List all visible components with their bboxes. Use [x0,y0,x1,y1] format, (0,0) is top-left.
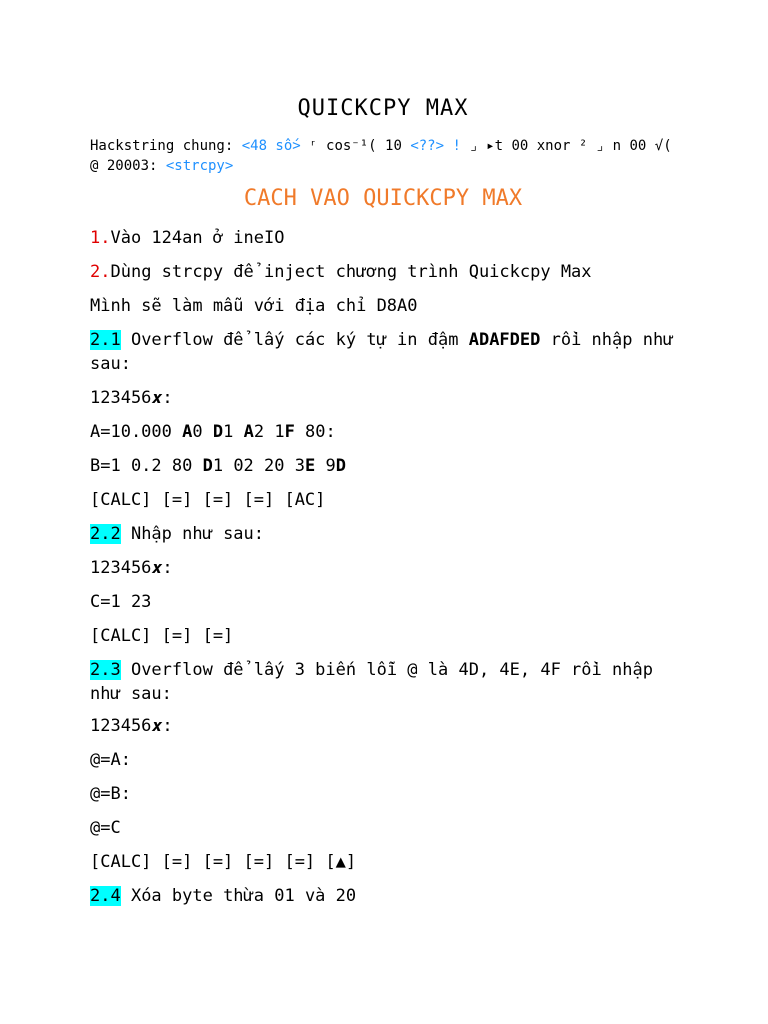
step-number-highlight: 2.1 [90,330,121,350]
code-text: 0 [192,422,213,442]
bold-char: E [304,456,316,476]
hackstring-label: Hackstring chung: [90,138,242,154]
code-line-x1: 123456𝒙: [90,388,173,408]
code-text: 9 [315,456,336,476]
bold-char: D [212,422,224,442]
bold-char: A [182,422,193,442]
step-text: Xóa byte thừa 01 và 20 [120,886,357,906]
code-line-b [90,454,680,478]
step-2-4 [90,884,680,908]
bold-chars: ADAFDED [468,330,541,350]
code-line-at-c: @=C [90,818,121,838]
hackstring-line [90,136,680,176]
step-2-note: Mình sẽ làm mẫu với địa chỉ D8A0 [90,296,418,316]
step-number: 1. [90,228,111,248]
step-number-highlight: 2.4 [90,886,121,906]
step-text: Nhập như sau: [120,524,265,544]
code-line-at-b: @=B: [90,784,131,804]
step-2 [90,260,680,284]
step-1 [90,226,680,250]
step-2-2 [90,522,680,546]
code-line-x2: 123456𝒙: [90,558,173,578]
code-text: 1 [223,422,244,442]
hackstring-part: ʳ cos⁻¹( 10 [300,138,411,154]
hackstring-part-2: ⌟ ▸t 00 xnor ² ⌟ n 00 √( @ 20003: [90,138,672,174]
bold-char: A [243,422,254,442]
key-sequence-1: [CALC] [=] [=] [=] [AC] [90,490,326,510]
step-2-3 [90,658,680,706]
code-text: A=10.000 [90,422,183,442]
step-text-cont: rồi nhập như sau: [90,330,684,374]
step-text: Overflow để lấy các ký tự in đậm [120,330,469,350]
code-text: B=1 0.2 80 [90,456,203,476]
hackstring-tag-strcpy: <strcpy> [165,158,234,174]
step-number-highlight: 2.3 [90,660,121,680]
key-sequence-2: [CALC] [=] [=] [90,626,234,646]
step-2-1 [90,328,684,376]
step-text: Overflow để lấy 3 biến lỗi @ là 4D, 4E, 4F rồi nhập như sau: [90,660,664,704]
hackstring-tag-unknown: <??> [410,138,445,154]
code-line-x3: 123456𝒙: [90,716,173,736]
step-number-highlight: 2.2 [90,524,121,544]
code-line-c: C=1 23 [90,592,152,612]
page-title: QUICKCPY MAX [297,96,469,121]
hackstring-tag-48: <48 số> [241,138,301,154]
code-text: 80: [294,422,336,442]
bold-char: D [335,456,346,476]
section-heading: CACH VAO QUICKCPY MAX [243,186,523,211]
step-text: Vào 124an ở ineIO [110,228,285,248]
hackstring-tag-bang: ! [444,138,470,154]
code-line-at-a: @=A: [90,750,131,770]
code-text: 2 1 [253,422,285,442]
key-sequence-3: [CALC] [=] [=] [=] [=] [▲] [90,852,357,872]
step-number: 2. [90,262,111,282]
code-line-a [90,420,680,444]
step-text: Dùng strcpy để inject chương trình Quickcpy Max [110,262,592,282]
bold-char: D [202,456,213,476]
bold-char: F [284,422,295,442]
code-text: 1 02 20 3 [212,456,305,476]
